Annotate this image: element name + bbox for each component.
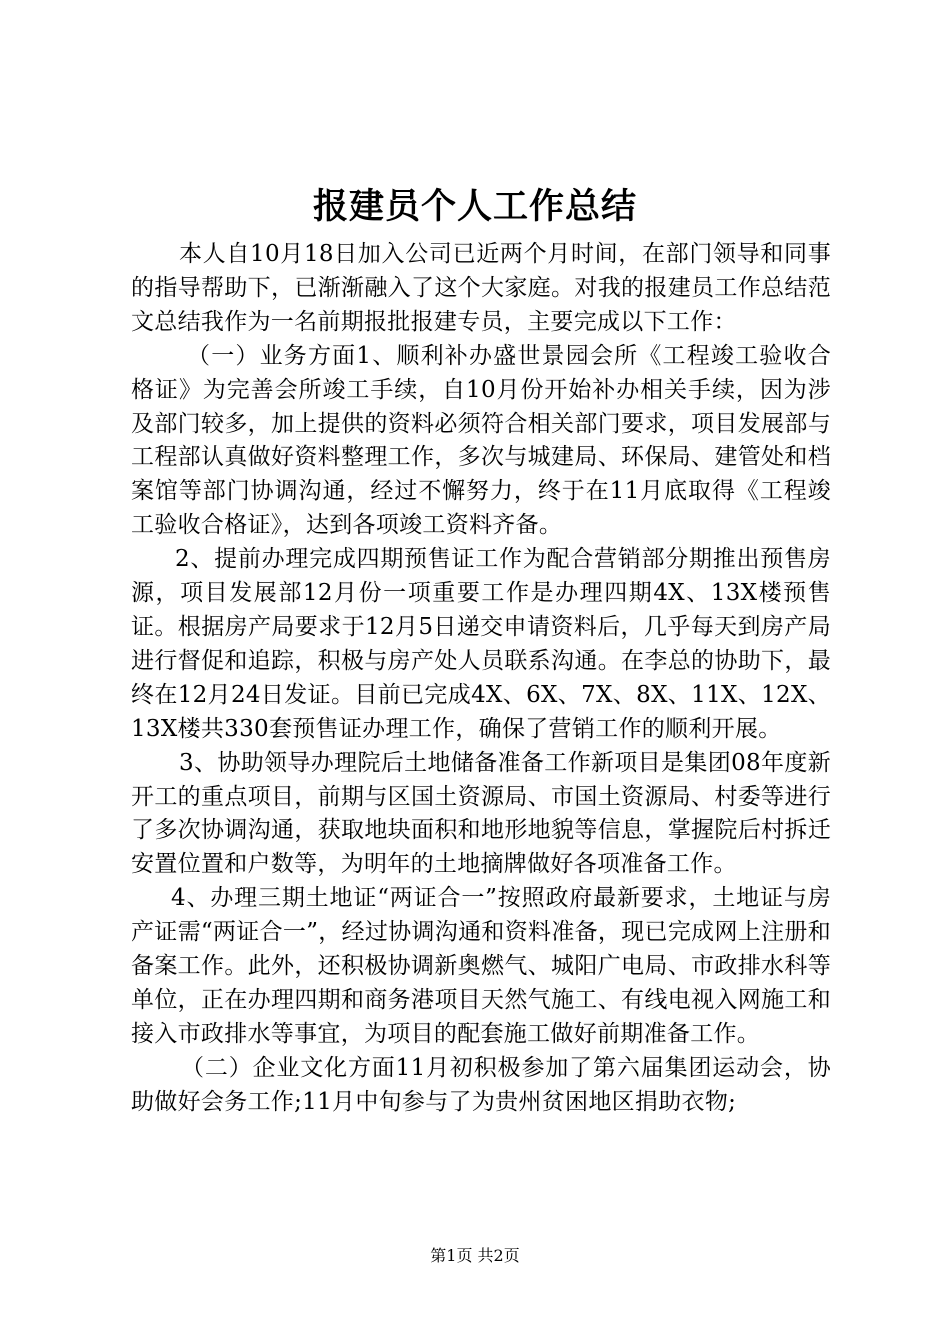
document-body — [131, 238, 831, 1120]
paragraph-business-2: 2、提前办理完成四期预售证工作为配合营销部分期推出预售房源，项目发展部12月份一项重要工作是办理四期4X、13X楼预售证。根据房产局要求于12月5日递交申请资料后，几乎每天到房产局进行督促和追踪，积极与房产处人员联系沟通。在李总的协助下，最终在12月24日发证。目前已完成4X、6X、7X、8X、11X、12X、13X楼共330套预售证办理工作，确保了营销工作的顺利开展。 — [131, 546, 831, 742]
paragraph-business-1: （一）业务方面1、顺利补办盛世景园会所《工程竣工验收合格证》为完善会所竣工手续，自10月份开始补办相关手续，因为涉及部门较多，加上提供的资料必须符合相关部门要求，项目发展部与工程部认真做好资料整理工作，多次与城建局、环保局、建管处和档案馆等部门协调沟通，经过不懈努力，终于在11月底取得《工程竣工验收合格证》，达到各项竣工资料齐备。 — [131, 342, 831, 539]
paragraph-intro: 本人自10月18日加入公司已近两个月时间，在部门领导和同事的指导帮助下，已渐渐融入了这个大家庭。对我的报建员工作总结范文总结我作为一名前期报批报建专员，主要完成以下工作： — [131, 241, 831, 335]
paragraph-business-3: 3、协助领导办理院后土地储备准备工作新项目是集团08年度新开工的重点项目，前期与区国土资源局、市国土资源局、村委等进行了多次协调沟通，获取地块面积和地形地貌等信息，掌握院后村拆迁安置位置和户数等，为明年的土地摘牌做好各项准备工作。 — [131, 749, 831, 878]
page-number-footer: 第1页 共2页 — [430, 1246, 520, 1265]
paragraph-business-4: 4、办理三期土地证“两证合一”按照政府最新要求，土地证与房产证需“两证合一”，经过协调沟通和资料准备，现已完成网上注册和备案工作。此外，还积极协调新奥燃气、城阳广电局、市政排水科等单位，正在办理四期和商务港项目天然气施工、有线电视入网施工和接入市政排水等事宜，为项目的配套施工做好前期准备工作。 — [131, 885, 831, 1047]
document-title: 报建员个人工作总结 — [312, 186, 637, 227]
paragraph-culture: （二）企业文化方面11月初积极参加了第六届集团运动会，协助做好会务工作;11月中旬参与了为贵州贫困地区捐助衣物; — [131, 1054, 831, 1115]
